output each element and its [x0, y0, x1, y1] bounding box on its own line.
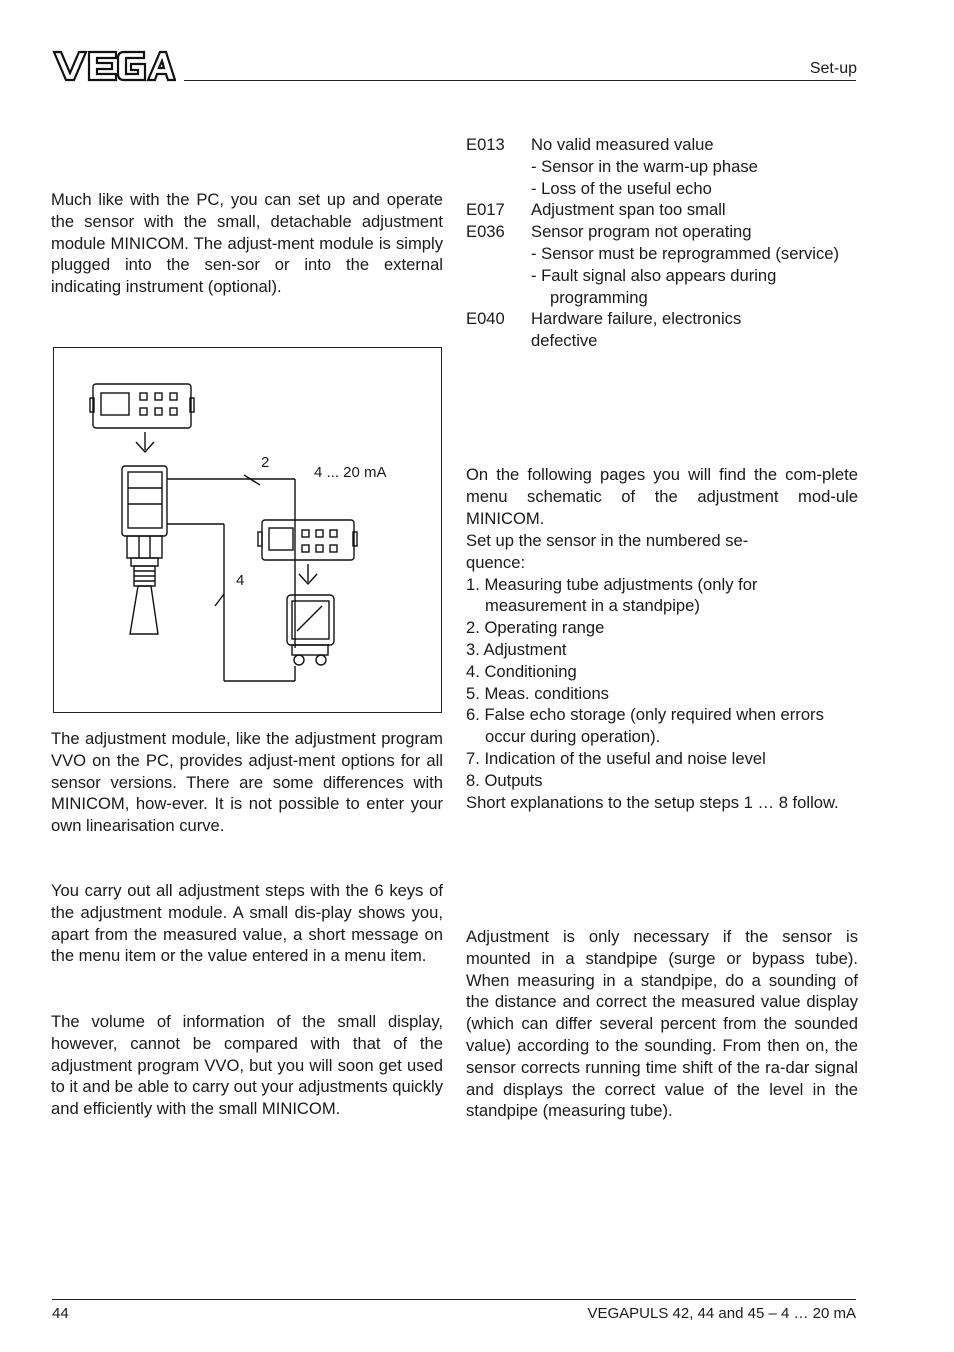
setup-steps — [466, 530, 858, 813]
error-text: Adjustment span too small — [531, 200, 726, 220]
section-title: Set-up — [809, 60, 857, 77]
error-sub: - Sensor in the warm-up phase — [531, 156, 758, 176]
error-code: E017 — [466, 200, 505, 220]
error-sub: - Loss of the useful echo — [531, 178, 712, 198]
setup-step: 5. Meas. conditions — [466, 683, 609, 703]
error-sub: - Fault signal also appears during programming — [531, 265, 777, 307]
figure-label-2: 2 — [261, 454, 270, 471]
error-text: Sensor program not operating — [531, 222, 752, 242]
figure-label-current: 4 ... 20 mA — [314, 464, 387, 481]
setup-step: 7. Indication of the useful and noise level — [466, 748, 766, 768]
vega-logo — [52, 48, 176, 84]
minicom-figure — [53, 347, 442, 713]
error-sub: - Sensor must be reprogrammed (service) — [531, 243, 840, 263]
header-rule — [184, 80, 856, 81]
product-name: VEGAPULS 42, 44 and 45 – 4 … 20 mA — [587, 1305, 856, 1322]
setup-intro: Set up the sensor in the numbered se-quence: — [466, 531, 749, 572]
error-text: No valid measured value — [531, 135, 714, 154]
error-code: E036 — [466, 222, 505, 242]
paragraph-differences: The adjustment module, like the adjustment program VVO on the PC, provides adjust-ment options for all sensor versions. There are some differences with MINICOM, how-ever. It is not possible to enter your own linearisation curve. — [51, 729, 443, 836]
paragraph-keys: You carry out all adjustment steps with the 6 keys of the adjustment module. A small dis-play shows you, apart from the measured value, a short message on the menu item or the value entered in a menu item. — [51, 881, 443, 966]
page-number: 44 — [52, 1305, 69, 1322]
setup-step: 4. Conditioning — [466, 661, 577, 681]
error-item — [466, 221, 858, 308]
error-list — [466, 134, 858, 352]
footer-rule — [52, 1299, 856, 1300]
menu-intro: On the following pages you will find the com-plete menu schematic of the adjustment mod-ule MINICOM. — [466, 465, 858, 528]
setup-step: 2. Operating range — [466, 618, 605, 638]
standpipe-paragraph: Adjustment is only necessary if the sensor is mounted in a standpipe (surge or bypass tube). When measuring in a standpipe, do a sounding of the distance and correct the measured value display (which can differ several percent from the sounded value) according to the sounding. From then on, the sensor corrects running time shift of the ra-dar signal and displays the correct value of the level in the standpipe (measuring tube). — [466, 927, 858, 1121]
setup-step: 3. Adjustment — [466, 639, 567, 659]
error-item — [466, 134, 858, 199]
error-item — [466, 308, 858, 352]
figure-drawing — [54, 348, 443, 714]
error-text: Hardware failure, electronics defective — [531, 309, 742, 351]
figure-label-4: 4 — [236, 572, 245, 589]
setup-step: 6. False echo storage (only required when errors occur during operation). — [466, 705, 824, 747]
error-code: E040 — [466, 309, 505, 329]
error-item — [466, 199, 858, 221]
intro-paragraph: Much like with the PC, you can set up and operate the sensor with the small, detachable adjustment module MINICOM. The adjust-ment module is simply plugged into the sen-sor or into the external indicating instrument (optional). — [51, 190, 443, 297]
paragraph-display: The volume of information of the small display, however, cannot be compared with that of the adjustment program VVO, but you will soon get used to it and be able to carry out your adjustments quickly and efficiently with the small MINICOM. — [51, 1012, 444, 1119]
error-code: E013 — [466, 135, 505, 154]
setup-outro: Short explanations to the setup steps 1 … 8 follow. — [466, 792, 839, 812]
setup-step: 1. Measuring tube adjustments (only for measurement in a standpipe) — [466, 574, 758, 616]
setup-step: 8. Outputs — [466, 770, 543, 790]
